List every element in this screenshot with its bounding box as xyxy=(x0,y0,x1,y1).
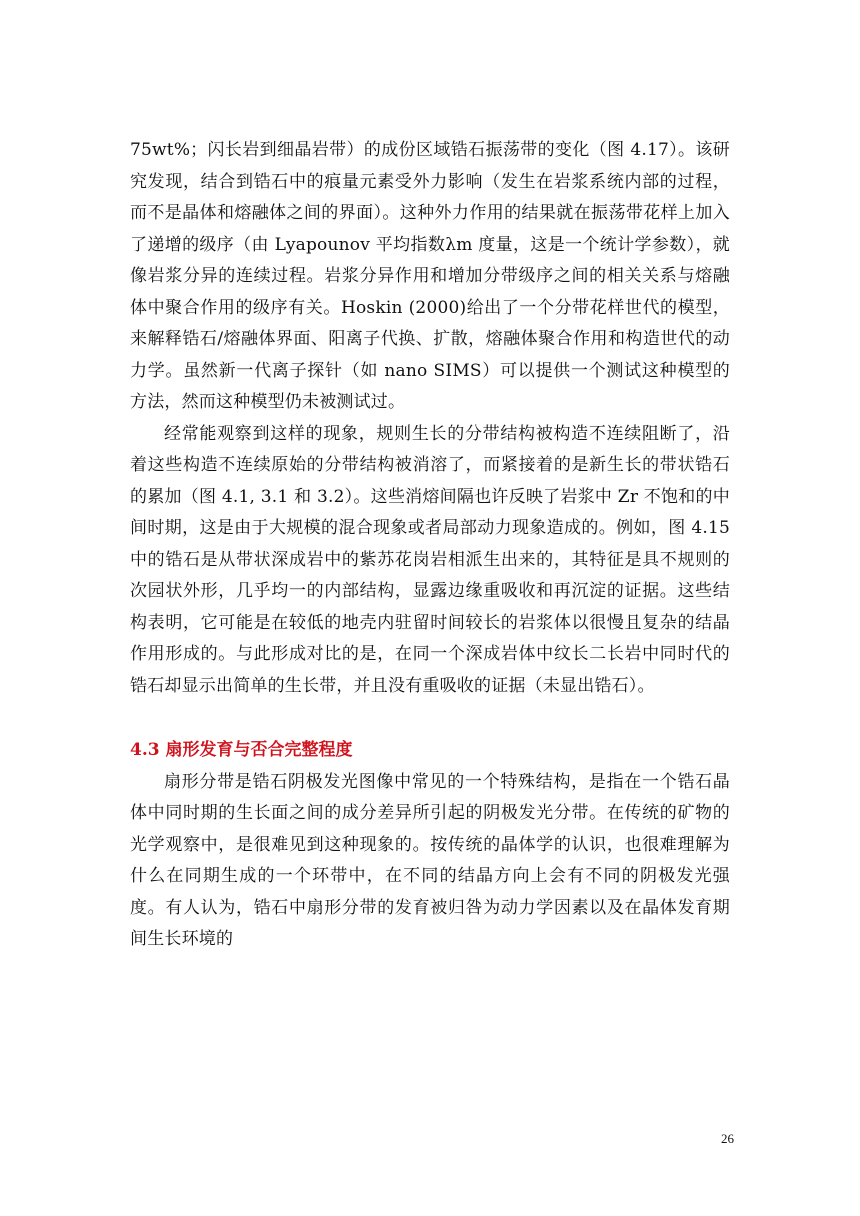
body-paragraph: 75wt%；闪长岩到细晶岩带）的成份区域锆石振荡带的变化（图 4.17）。该研究发现，结合到锆石中的痕量元素受外力影响（发生在岩浆系统内部的过程，而不是晶体和熔融体之间的界面）。这种外力作用的结果就在振荡带花样上加入了递增的级序（由 Lyapounov 平均指数λm 度量，这是一个统计学参数），就像岩浆分异的连续过程。岩浆分异作用和增加分带级序之间的相关关系与熔融体中聚合作用的级序有关。Hoskin (2000)给出了一个分带花样世代的模型，来解释锆石/熔融体界面、阳离子代换、扩散，熔融体聚合作用和构造世代的动力学。虽然新一代离子探针（如 nano SIMS）可以提供一个测试这种模型的方法，然而这种模型仍未被测试过。 xyxy=(130,140,730,412)
section-paragraph: 扇形分带是锆石阴极发光图像中常见的一个特殊结构，是指在一个锆石晶体中同时期的生长面之间的成分差异所引起的阴极发光分带。在传统的矿物的光学观察中，是很难见到这种现象的。按传统的晶体学的认识，也很难理解为什么在同期生成的一个环带中，在不同的结晶方向上会有不同的阴极发光强度。有人认为，锆石中扇形分带的发育被归咎为动力学因素以及在晶体发育期间生长环境的 xyxy=(130,771,730,949)
section-heading: 4.3 扇形发育与否合完整程度 xyxy=(130,740,353,760)
body-paragraph: 经常能观察到这样的现象，规则生长的分带结构被构造不连续阻断了，沿着这些构造不连续原始的分带结构被消溶了，而紧接着的是新生长的带状锆石的累加（图 4.1, 3.1 和 3.2）。这些消熔间隔也许反映了岩浆中 Zr 不饱和的中间时期，这是由于大规模的混合现象或者局部动力现象造成的。例如，图 4.15 中的锆石是从带状深成岩中的紫苏花岗岩相派生出来的，其特征是具不规则的次园状外形，几乎均一的内部结构，显露边缘重吸收和再沉淀的证据。这些结构表明，它可能是在较低的地壳内驻留时间较长的岩浆体以很慢且复杂的结晶作用形成的。与此形成对比的是，在同一个深成岩体中纹长二长岩中同时代的锆石却显示出简单的生长带，并且没有重吸收的证据（未显出锆石）。 xyxy=(130,423,730,696)
page-number: 26 xyxy=(721,1131,734,1146)
document-body xyxy=(130,135,730,956)
